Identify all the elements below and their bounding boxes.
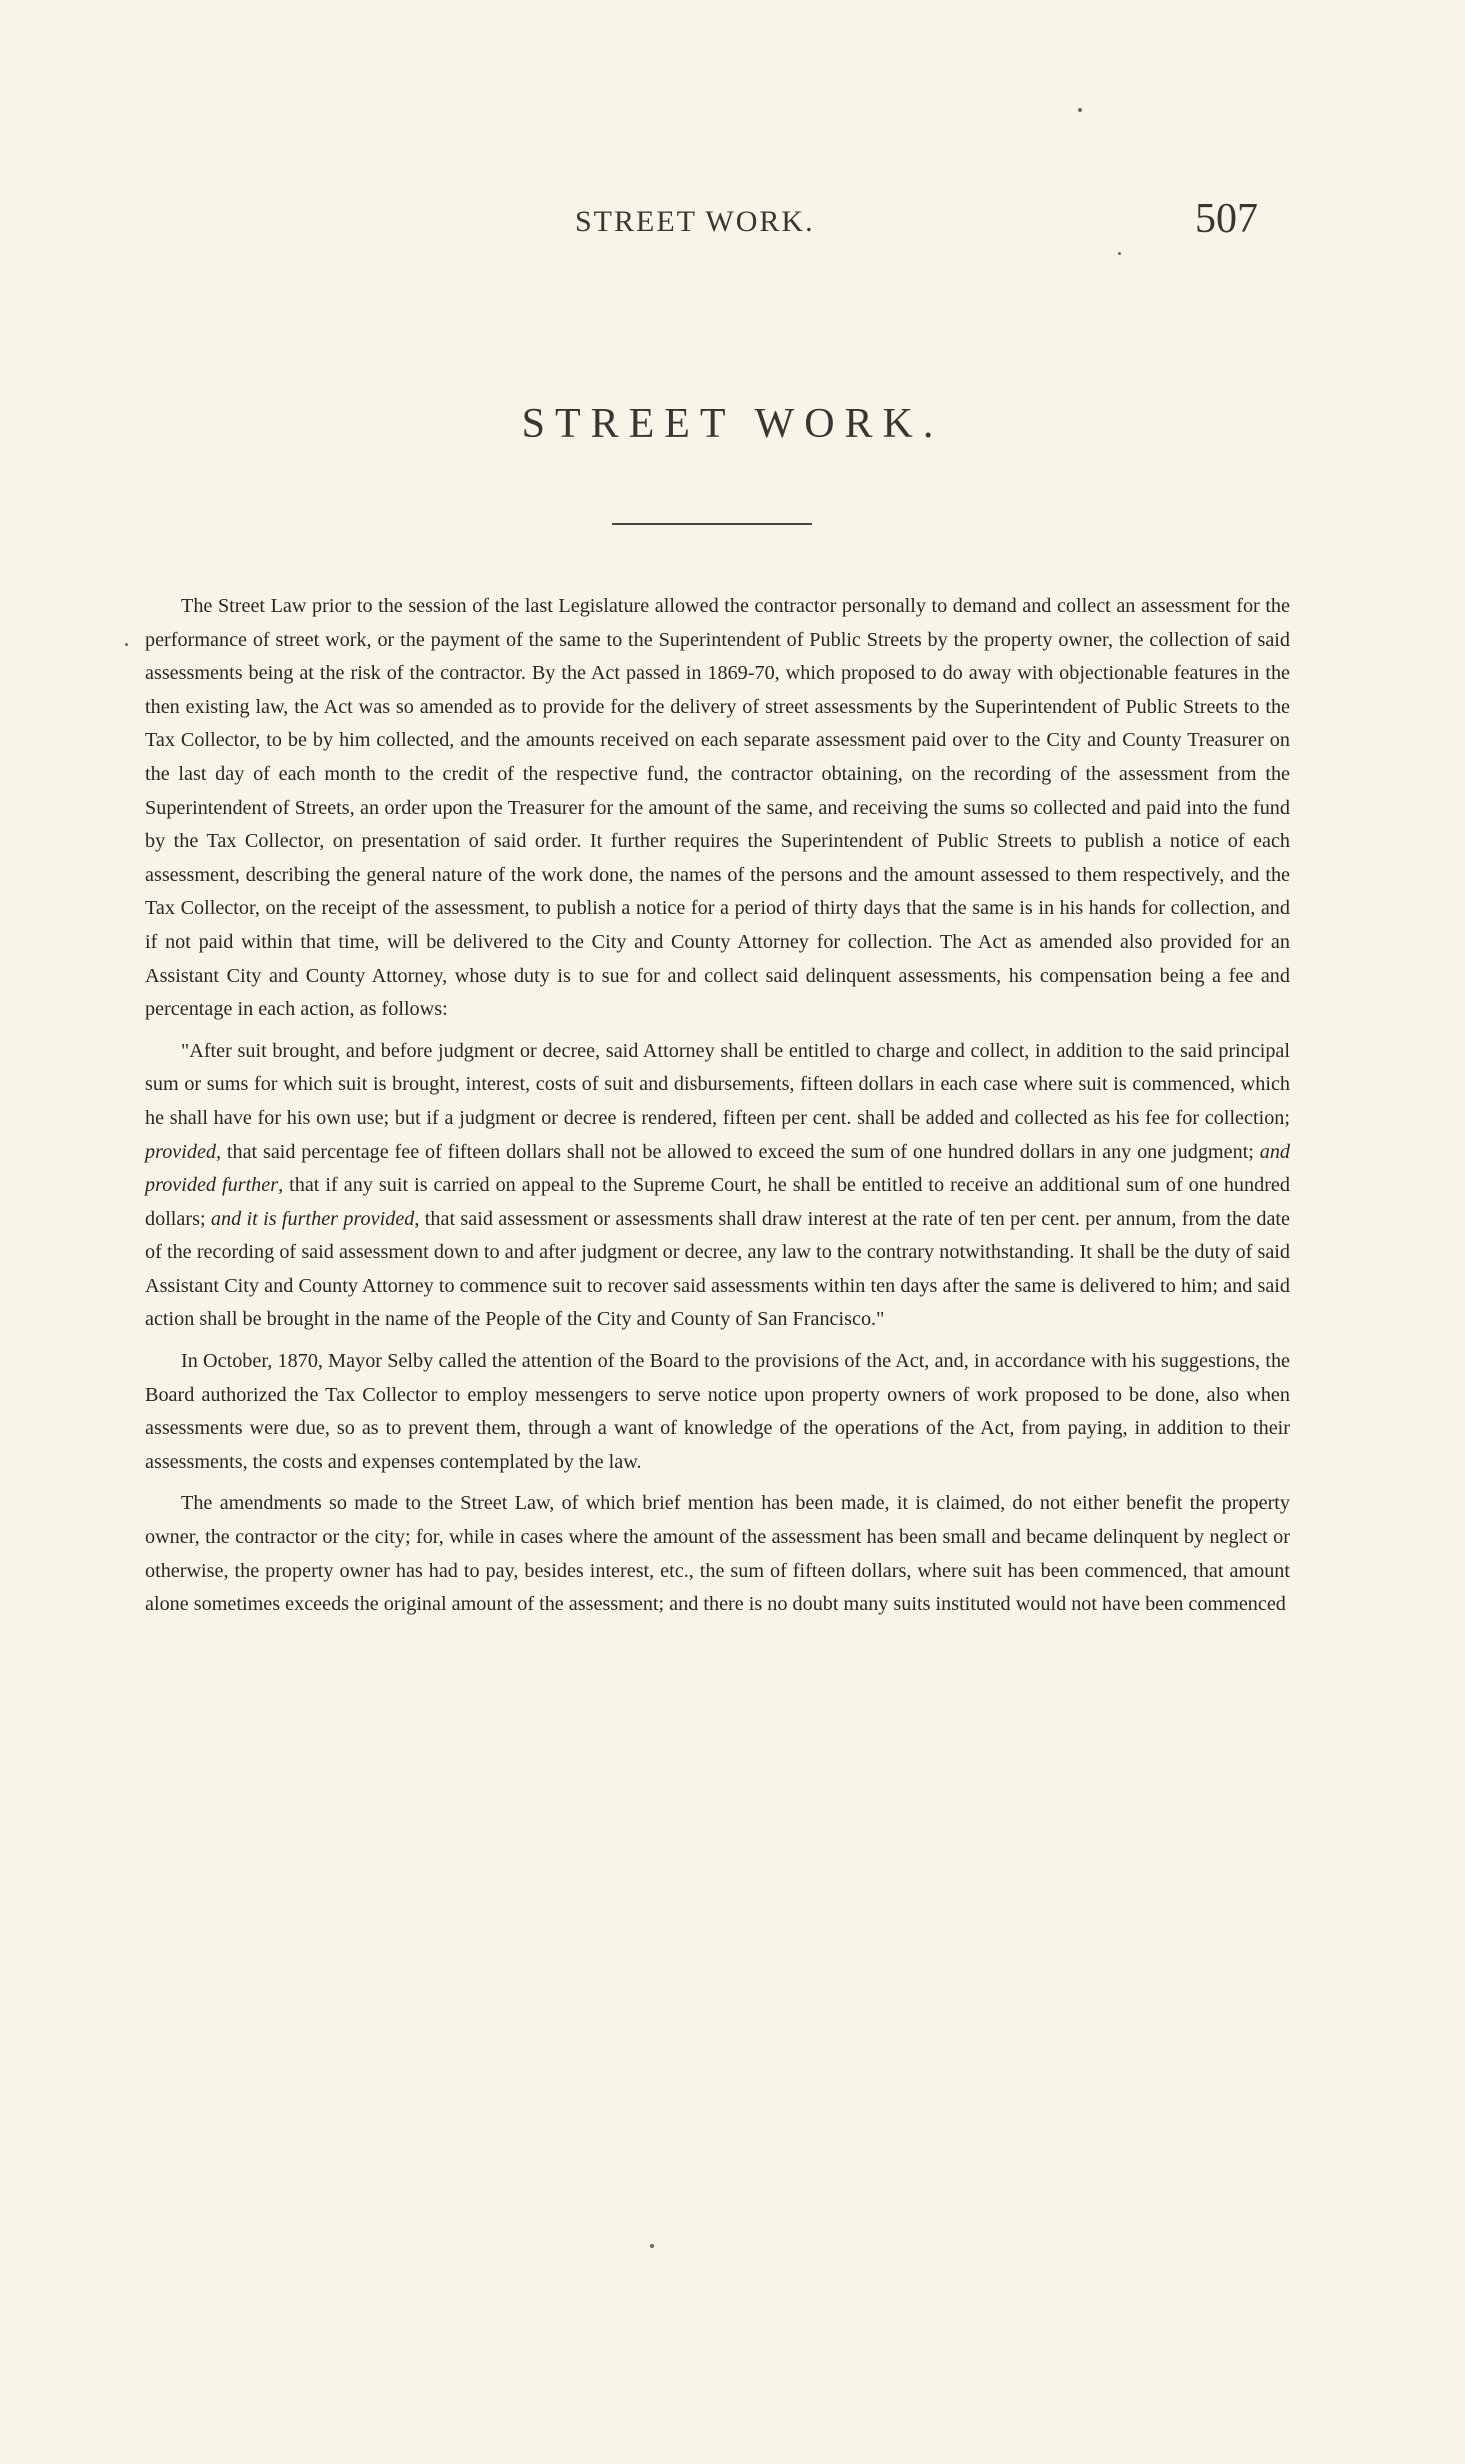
paragraph-text: , that said assessment or assessments shall draw interest at the rate of ten per cent. per annum, from the date of the recording of said assessment down to and after judgment or decree, any law to the contrary notwithstanding. It shall be the duty of said Assistant City and County Attorney to commence suit to recover said assessments within ten days after the same is delivered to him; and said action shall be brought in the name of the People of the City and County of San Francisco." bbox=[145, 1207, 1290, 1331]
italic-term: provided bbox=[145, 1140, 217, 1163]
page-number: 507 bbox=[1195, 196, 1258, 242]
body-text bbox=[145, 590, 1290, 1622]
paragraph bbox=[145, 1035, 1290, 1337]
chapter-title: STREET WORK. bbox=[521, 401, 944, 447]
paper-speck bbox=[125, 643, 128, 646]
paragraph-text: The Street Law prior to the session of the last Legislature allowed the contractor personally to demand and collect an assessment for the performance of street work, or the payment of the same to the Superintendent of Public Streets by the property owner, the collection of said assessments being at the risk of the contractor. By the Act passed in 1869-70, which proposed to do away with objectionable features in the then existing law, the Act was so amended as to provide for the delivery of street assessments by the Superintendent of Public Streets to the Tax Collector, to be by him collected, and the amounts received on each separate assessment paid over to the City and County Treasurer on the last day of each month to the credit of the respective fund, the contractor obtaining, on the recording of the assessment from the Superintendent of Streets, an order upon the Treasurer for the amount of the same, and receiving the sums so collected and paid into the fund by the Tax Collector, on presentation of said order. It further requires the Superintendent of Public Streets to publish a notice of each assessment, describing the general nature of the work done, the names of the persons and the amount assessed to them respectively, and the Tax Collector, on the receipt of the assessment, to publish a notice for a period of thirty days that the same is in his hands for collection, and if not paid within that time, will be delivered to the City and County Attorney for collection. The Act as amended also provided for an Assistant City and County Attorney, whose duty is to sue for and collect said delinquent assessments, his compensation being a fee and percentage in each action, as follows: bbox=[145, 595, 1290, 1021]
paragraph-text: "After suit brought, and before judgment or decree, said Attorney shall be entitled to charge and collect, in addition to the said principal sum or sums for which suit is brought, interest, costs of suit and disbursements, fifteen dollars in each case where suit is commenced, which he shall have for his own use; but if a judgment or decree is rendered, fifteen per cent. shall be added and collected as his fee for collection; bbox=[145, 1039, 1290, 1129]
italic-term: and it is further provided bbox=[210, 1207, 415, 1230]
paper-speck bbox=[1078, 108, 1082, 112]
running-head bbox=[0, 195, 1465, 255]
running-title: STREET WORK. bbox=[575, 205, 815, 238]
title-divider bbox=[612, 523, 812, 525]
paragraph bbox=[145, 590, 1290, 1027]
paragraph bbox=[145, 1487, 1290, 1621]
paragraph-text: , that if any suit is carried on appeal to the Supreme Court, he shall be entitled to receive an additional sum of one hundred dollars; bbox=[145, 1174, 1290, 1230]
paper-speck bbox=[650, 2244, 654, 2248]
paper-speck bbox=[1118, 252, 1121, 255]
italic-term: and provided further bbox=[145, 1140, 1290, 1197]
paragraph-text: , that said percentage fee of fifteen dollars shall not be allowed to exceed the sum of one hundred dollars in any one judgment; bbox=[216, 1140, 1260, 1163]
paragraph bbox=[145, 1345, 1290, 1479]
paragraph-text: In October, 1870, Mayor Selby called the attention of the Board to the provisions of the Act, and, in accordance with his suggestions, the Board authorized the Tax Collector to employ messengers to serve notice upon property owners of work proposed to be done, also when assessments were due, so as to prevent them, through a want of knowledge of the operations of the Act, from paying, in addition to their assessments, the costs and expenses contemplated by the law. bbox=[145, 1350, 1290, 1473]
paragraph-text: The amendments so made to the Street Law, of which brief mention has been made, it is claimed, do not either benefit the property owner, the contractor or the city; for, while in cases where the amount of the assessment has been small and became delinquent by neglect or otherwise, the property owner has had to pay, besides interest, etc., the sum of fifteen dollars, where suit has been commenced, that amount alone sometimes exceeds the original amount of the assessment; and there is no doubt many suits instituted would not have been commenced bbox=[145, 1492, 1290, 1616]
